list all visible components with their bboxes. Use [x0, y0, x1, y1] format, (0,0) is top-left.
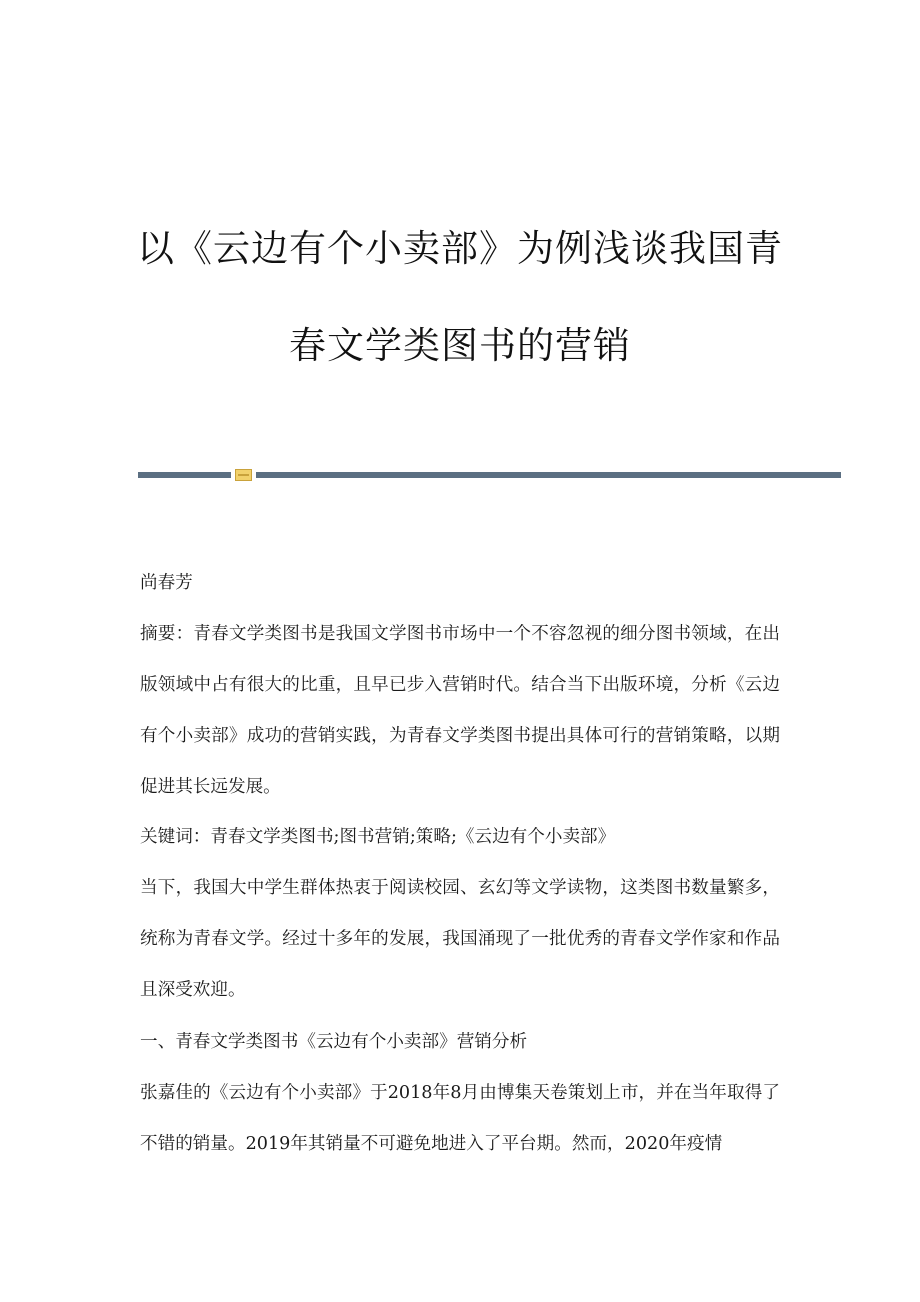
keywords-section [140, 812, 780, 863]
abstract-paragraph: 摘要：青春文学类图书是我国文学图书市场中一个不容忽视的细分图书领域，在出版领域中占有很大的比重，且早已步入营销时代。结合当下出版环境，分析《云边有个小卖部》成功的营销实践，为青春文学类图书提出具体可行的营销策略，以期促进其长远发展。 [140, 624, 780, 797]
divider-bar-left [138, 472, 231, 478]
author-name: 尚春芳 [140, 573, 193, 593]
divider-bar-right [256, 472, 841, 478]
title-divider [138, 469, 841, 481]
intro-section [140, 863, 780, 1016]
section-1-body-block [140, 1068, 780, 1170]
document-title-line-1: 以《云边有个小卖部》为例浅谈我国青 [137, 227, 783, 270]
keywords-paragraph: 关键词：青春文学类图书;图书营销;策略;《云边有个小卖部》 [140, 827, 616, 847]
abstract-section [140, 609, 780, 813]
author-section [140, 558, 780, 609]
document-title-line-2: 春文学类图书的营销 [289, 324, 631, 367]
section-1-heading-block [140, 1017, 780, 1068]
section-1-heading: 一、青春文学类图书《云边有个小卖部》营销分析 [140, 1032, 528, 1052]
divider-emblem-icon [235, 469, 252, 481]
intro-paragraph: 当下，我国大中学生群体热衷于阅读校园、玄幻等文学读物，这类图书数量繁多，统称为青春文学。经过十多年的发展，我国涌现了一批优秀的青春文学作家和作品且深受欢迎。 [140, 878, 780, 1000]
section-1-body-paragraph: 张嘉佳的《云边有个小卖部》于2018年8月由博集天卷策划上市，并在当年取得了不错的销量。2019年其销量不可避免地进入了平台期。然而，2020年疫情 [140, 1083, 780, 1154]
